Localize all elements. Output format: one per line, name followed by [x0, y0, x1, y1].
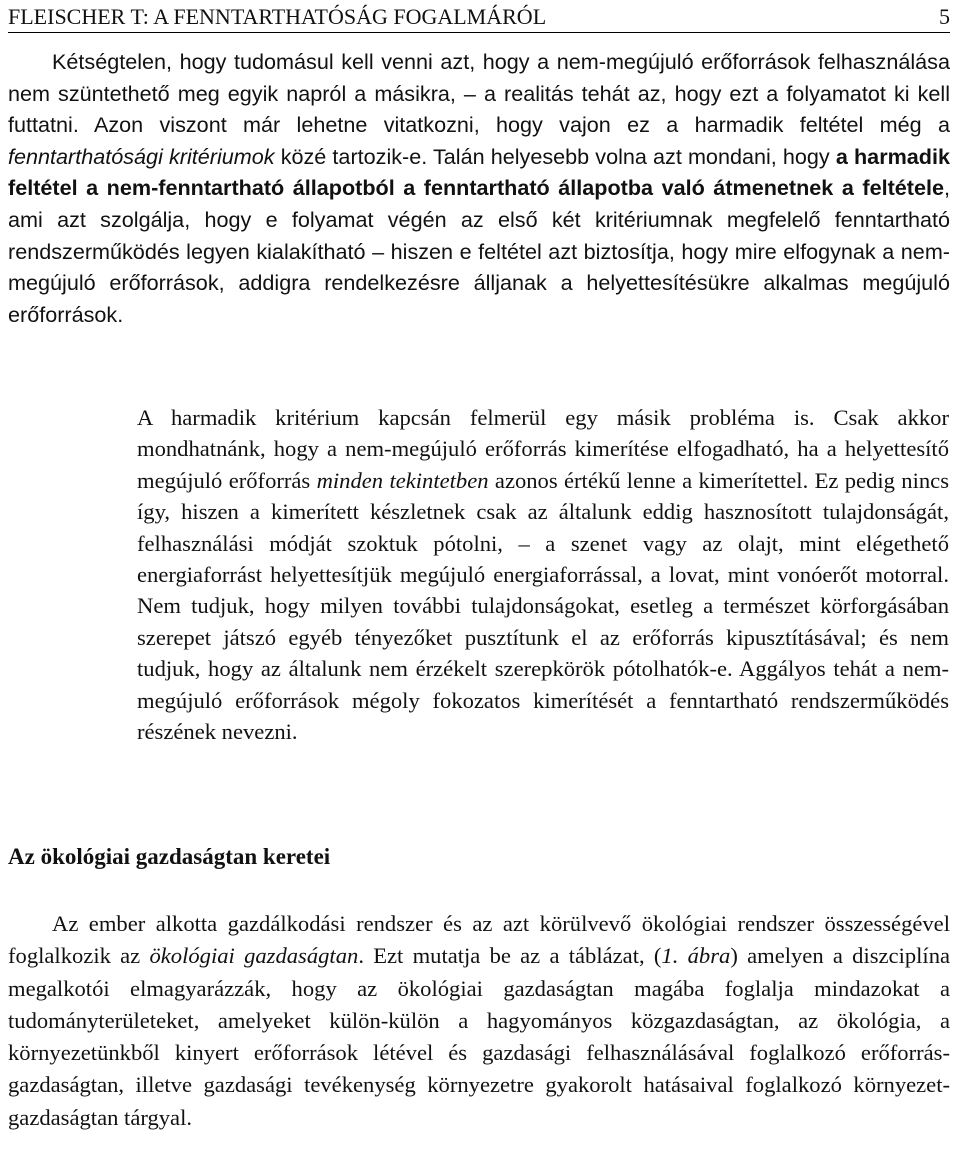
- figure-reference: 1. ábra: [661, 943, 731, 969]
- paragraph-sustainability-transition: [8, 46, 950, 330]
- text-run: . Ezt mutatja be az a táblázat, (: [358, 943, 662, 969]
- paragraph-indented-quote: [137, 402, 949, 747]
- text-run: ) amelyen a diszciplína megalkotói elmagyarázzák, hogy az ökológiai gazdaságtan magába foglalja mindazokat a tudományterületeket, amelyeket külön-külön a hagyományos közgazdaságtan, az ökológia, a környezetünkből kinyert erőforrások létével és gazdasági felhasználásával foglalkozó erőforrás-gazdaságtan, illetve gazdasági tevékenység környezetre gyakorolt hatásaival foglalkozó környezet-gazdaságtan tárgyal.: [8, 943, 951, 1130]
- emphasis-bold: a harmadik feltétel a nem-fenntartható állapotból a fenntartható állapotba való átmenetnek a feltétele: [8, 143, 951, 201]
- text-run: azonos értékű lenne a kimerítettel. Ez pedig nincs így, hiszen a kimerített készletnek csak az általunk eddig hasznosított tulajdonságát, felhasználási módját szoktuk pótolni, – a szenet vagy az olajt, mint elégethető energiaforrást helyettesítjük megújuló energiaforrással, a lovat, mint vonóerőt motorral. Nem tudjuk, hogy milyen további tulajdonságokat, esetleg a természet körforgásában szerepet játszó egyéb tényezőket pusztítunk el az erőforrás kipusztításával; és nem tudjuk, hogy az általunk nem érzékelt szerepkörök pótolhatók-e. Aggályos tehát a nem-megújuló erőforrások mégoly fokozatos kimerítését a fenntartható rendszerműködés részének nevezni.: [137, 467, 949, 745]
- text-run: közé tartozik-e. Talán helyesebb volna azt mondani, hogy: [274, 143, 836, 169]
- text-run: , ami azt szolgálja, hogy e folyamat végén az első két kritériumnak megfelelő fenntartható rendszerműködés legyen kialakítható – hiszen e feltétel azt biztosítja, hogy mire elfogynak a nem-megújuló erőforrások, addigra rendelkezésre álljanak a helyettesítésükre alkalmas megújuló erőforrások.: [8, 175, 950, 327]
- text-run: Az ember alkotta gazdálkodási rendszer és az azt körülvevő ökológiai rendszer összességével foglalkozik az: [8, 911, 950, 969]
- running-title: FLEISCHER T: A FENNTARTHATÓSÁG FOGALMÁRÓL: [8, 4, 547, 29]
- running-header: [8, 2, 950, 33]
- text-run: A harmadik kritérium kapcsán felmerül egy másik probléma is. Csak akkor mondhatnánk, hogy a nem-megújuló erőforrás kimerítése elfogadható, ha a helyettesítő megújuló erőforrás: [137, 405, 949, 493]
- emphasis-italic: ökológiai gazdaságtan: [149, 943, 359, 969]
- text-run: Kétségtelen, hogy tudomásul kell venni azt, hogy a nem-megújuló erőforrások felhasználása nem szüntethető meg egyik napról a másikra, – a realitás tehát az, hogy ezt a folyamatot ki kell futtatni. Azon viszont már lehetne vitatkozni, hogy vajon ez a harmadik feltétel még a: [8, 49, 950, 138]
- page-number: 5: [939, 4, 950, 29]
- emphasis-italic: minden tekintetben: [316, 467, 489, 493]
- section-heading: Az ökológiai gazdaságtan keretei: [8, 844, 331, 869]
- paragraph-ecological-economics: [8, 908, 950, 1134]
- emphasis-italic: fenntarthatósági kritériumok: [8, 143, 275, 169]
